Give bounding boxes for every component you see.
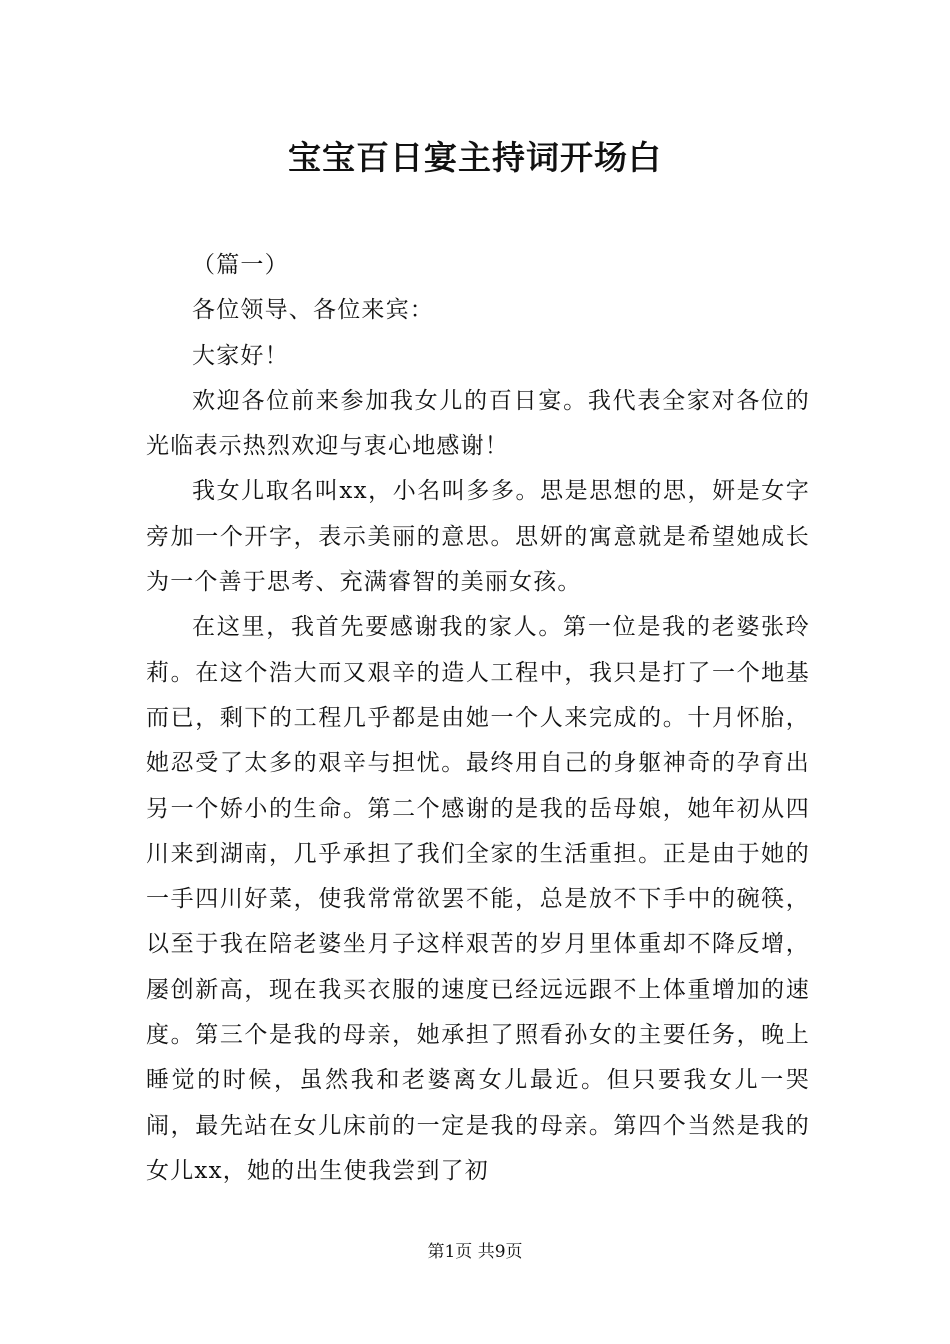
paragraph: 欢迎各位前来参加我女儿的百日宴。我代表全家对各位的光临表示热烈欢迎与衷心地感谢！ (146, 387, 810, 460)
document-body (146, 243, 810, 1194)
page-number-footer: 第1页 共9页 (427, 1242, 523, 1262)
paragraph: 大家好！ (192, 342, 289, 369)
paragraph: 在这里，我首先要感谢我的家人。第一位是我的老婆张玲莉。在这个浩大而又艰辛的造人工程中，我只是打了一个地基而已，剩下的工程几乎都是由她一个人来完成的。十月怀胎，她忍受了太多的艰辛与担忧。最终用自己的身躯神奇的孕育出另一个娇小的生命。第二个感谢的是我的岳母娘，她年初从四川来到湖南，几乎承担了我们全家的生活重担。正是由于她的一手四川好菜，使我常常欲罢不能，总是放不下手中的碗筷，以至于我在陪老婆坐月子这样艰苦的岁月里体重却不降反增，屡创新高，现在我买衣服的速度已经远远跟不上体重增加的速度。第三个是我的母亲，她承担了照看孙女的主要任务，晚上睡觉的时候，虽然我和老婆离女儿最近。但只要我女儿一哭闹，最先站在女儿床前的一定是我的母亲。第四个当然是我的女儿xx，她的出生使我尝到了初 (146, 614, 810, 1184)
paragraph: 各位领导、各位来宾： (192, 297, 434, 324)
paragraph: 我女儿取名叫xx，小名叫多多。思是思想的思，妍是女字旁加一个开字，表示美丽的意思。思妍的寓意就是希望她成长为一个善于思考、充满睿智的美丽女孩。 (146, 478, 810, 596)
paragraph: （篇一） (192, 252, 289, 278)
document-title: 宝宝百日宴主持词开场白 (288, 138, 662, 177)
